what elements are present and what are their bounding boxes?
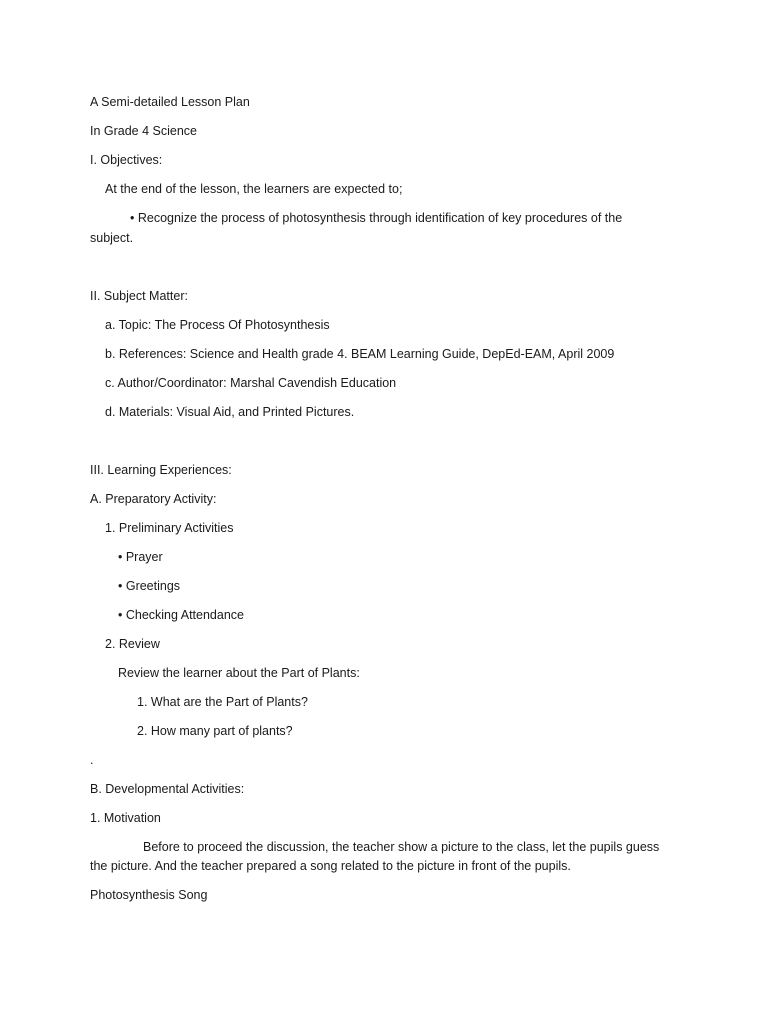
objective-bullet-cont: subject. <box>90 231 134 245</box>
objectives-intro: At the end of the lesson, the learners are expected to; <box>105 182 403 196</box>
materials-line: d. Materials: Visual Aid, and Printed Pictures. <box>105 405 355 419</box>
list-item: • Greetings <box>118 579 181 593</box>
references-line: b. References: Science and Health grade 4. BEAM Learning Guide, DepEd-EAM, April 2009 <box>105 347 615 361</box>
topic-line: a. Topic: The Process Of Photosynthesis <box>105 318 330 332</box>
review-question: 2. How many part of plants? <box>137 724 293 738</box>
document-title: A Semi-detailed Lesson Plan <box>90 95 250 109</box>
preliminary-activities: 1. Preliminary Activities <box>105 521 234 535</box>
review-heading: 2. Review <box>105 637 160 651</box>
motivation-paragraph-line2: the picture. And the teacher prepared a song related to the picture in front of the pupils. <box>90 859 571 873</box>
motivation-heading: 1. Motivation <box>90 811 161 825</box>
list-item: • Checking Attendance <box>118 608 244 622</box>
objective-bullet: • Recognize the process of photosynthesis through identification of key procedures of the <box>130 211 623 225</box>
grade-line: In Grade 4 Science <box>90 124 198 138</box>
list-item: • Prayer <box>118 550 163 564</box>
preparatory-heading: A. Preparatory Activity: <box>90 492 217 506</box>
song-title: Photosynthesis Song <box>90 888 208 902</box>
stray-dot: . <box>90 753 94 767</box>
author-line: c. Author/Coordinator: Marshal Cavendish Education <box>105 376 397 390</box>
motivation-paragraph-line1: Before to proceed the discussion, the teacher show a picture to the class, let the pupils guess <box>143 840 660 854</box>
learning-experiences-heading: III. Learning Experiences: <box>90 463 232 477</box>
review-intro: Review the learner about the Part of Plants: <box>118 666 360 680</box>
developmental-heading: B. Developmental Activities: <box>90 782 245 796</box>
objectives-heading: I. Objectives: <box>90 153 163 167</box>
review-question: 1. What are the Part of Plants? <box>137 695 308 709</box>
subject-matter-heading: II. Subject Matter: <box>90 289 188 303</box>
